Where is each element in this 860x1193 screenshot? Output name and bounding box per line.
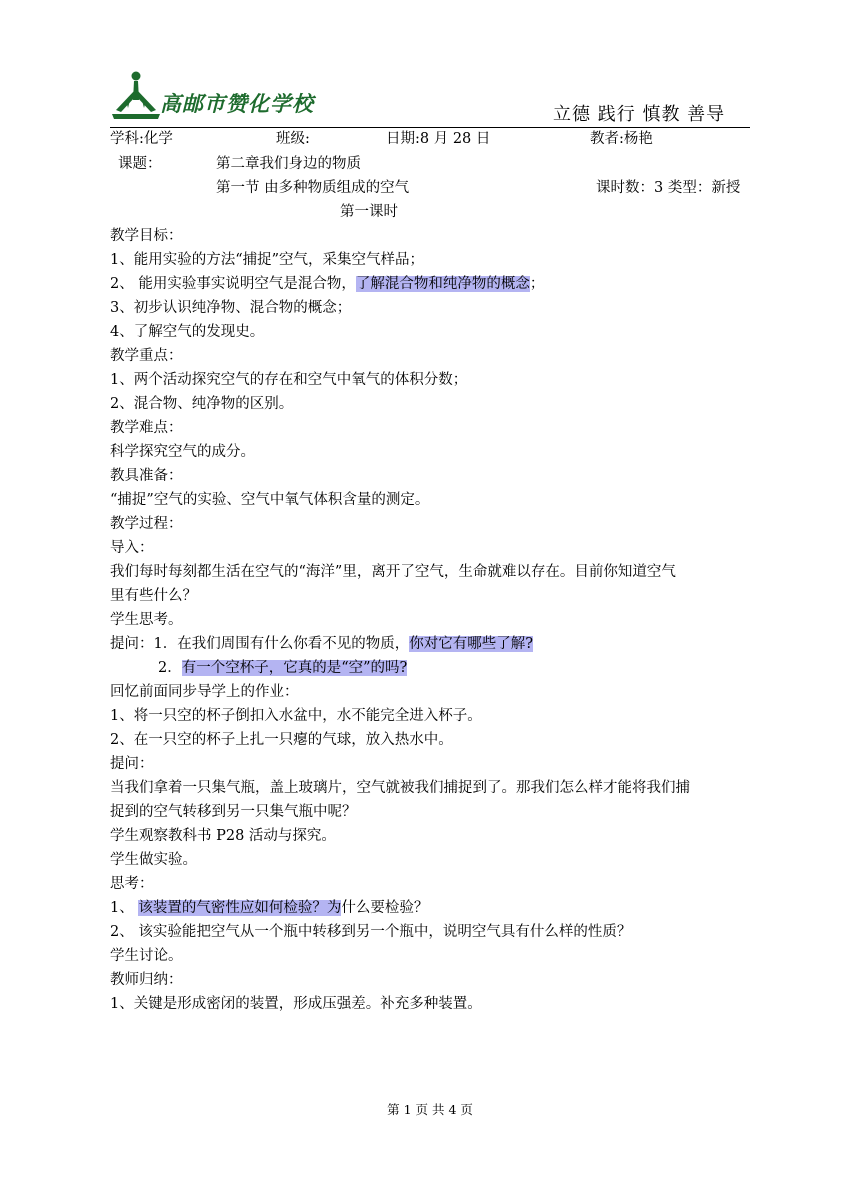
page-footer: 第 1 页 共 4 页 bbox=[387, 1102, 473, 1117]
recall-line-2: 2、在一只空的杯子上扎一只瘪的气球，放入热水中。 bbox=[110, 732, 453, 748]
goal-line-3: 3、初步认识纯净物、混合物的概念； bbox=[110, 300, 352, 316]
lesson-info: 课时数：3 类型：新授 bbox=[596, 180, 741, 196]
highlight: 有一个空杯子，它真的是“空”的吗? bbox=[181, 660, 408, 676]
subject-field: 学科:化学 bbox=[110, 131, 173, 147]
think-line-2: 2、 该实验能把空气从一个瓶中转移到另一个瓶中，说明空气具有什么样的性质？ bbox=[110, 924, 632, 940]
conclude-line-1: 1、关键是形成密闭的装置，形成压强差。补充多种装置。 bbox=[110, 996, 482, 1012]
think-line-1: 1、 该装置的气密性应如何检验？为什么要检验？ bbox=[110, 900, 429, 916]
student-think: 学生思考。 bbox=[110, 612, 183, 628]
tools-line-1: “捕捉”空气的实验、空气中氧气体积含量的测定。 bbox=[110, 492, 430, 508]
ask-heading: 提问： bbox=[110, 756, 154, 772]
goal-line-4: 4、了解空气的发现史。 bbox=[110, 324, 265, 340]
recall-heading: 回忆前面同步导学上的作业： bbox=[110, 684, 299, 700]
think-heading: 思考： bbox=[110, 876, 154, 892]
ask-line-2: 捉到的空气转移到另一只集气瓶中呢？ bbox=[110, 804, 357, 820]
chapter-title: 第二章我们身边的物质 bbox=[216, 156, 361, 172]
focus-line-1: 1、两个活动探究空气的存在和空气中氧气的体积分数； bbox=[110, 372, 468, 388]
question-line-1: 提问：1．在我们周围有什么你看不见的物质，你对它有哪些了解? bbox=[110, 636, 534, 652]
focus-heading: 教学重点： bbox=[110, 348, 183, 364]
ask-line-1: 当我们拿着一只集气瓶，盖上玻璃片，空气就被我们捕捉到了。那我们怎么样才能将我们捕 bbox=[110, 780, 690, 796]
focus-line-2: 2、混合物、纯净物的区别。 bbox=[110, 396, 294, 412]
intro-line-2: 里有些什么？ bbox=[110, 588, 197, 604]
section-title: 第一节 由多种物质组成的空气 bbox=[216, 180, 410, 196]
school-logo-text: 高邮市赞化学校 bbox=[160, 91, 314, 116]
period-title: 第一课时 bbox=[340, 204, 398, 220]
header-divider bbox=[110, 127, 750, 128]
conclude-heading: 教师归纳： bbox=[110, 972, 183, 988]
class-field: 班级: bbox=[276, 131, 310, 147]
difficulty-heading: 教学难点： bbox=[110, 420, 183, 436]
experiment-line: 学生做实验。 bbox=[110, 852, 197, 868]
intro-line-1: 我们每时每刻都生活在空气的“海洋”里，离开了空气，生命就难以存在。目前你知道空气 bbox=[110, 564, 676, 580]
goal-line-2: 2、 能用实验事实说明空气是混合物，了解混合物和纯净物的概念； bbox=[110, 276, 545, 292]
recall-line-1: 1、将一只空的杯子倒扣入水盆中，水不能完全进入杯子。 bbox=[110, 708, 482, 724]
tools-heading: 教具准备： bbox=[110, 468, 183, 484]
highlight: 你对它有哪些了解? bbox=[409, 636, 534, 652]
intro-heading: 导入： bbox=[110, 540, 154, 556]
date-field: 日期:8 月 28 日 bbox=[386, 131, 491, 147]
teacher-field: 教者:杨艳 bbox=[590, 131, 653, 147]
process-heading: 教学过程： bbox=[110, 516, 183, 532]
observe-line: 学生观察教科书 P28 活动与探究。 bbox=[110, 828, 336, 844]
topic-label: 课题： bbox=[118, 156, 162, 172]
goals-heading: 教学目标： bbox=[110, 228, 183, 244]
highlight: 该装置的气密性应如何检验？为 bbox=[138, 900, 342, 916]
highlight: 了解混合物和纯净物的概念 bbox=[355, 276, 530, 292]
question-line-2: 2．有一个空杯子，它真的是“空”的吗? bbox=[158, 660, 408, 676]
difficulty-line-1: 科学探究空气的成分。 bbox=[110, 444, 255, 460]
school-motto: 立德 践行 慎教 善导 bbox=[553, 104, 726, 125]
goal-line-1: 1、能用实验的方法“捕捉”空气，采集空气样品； bbox=[110, 252, 425, 268]
discuss-line: 学生讨论。 bbox=[110, 948, 183, 964]
